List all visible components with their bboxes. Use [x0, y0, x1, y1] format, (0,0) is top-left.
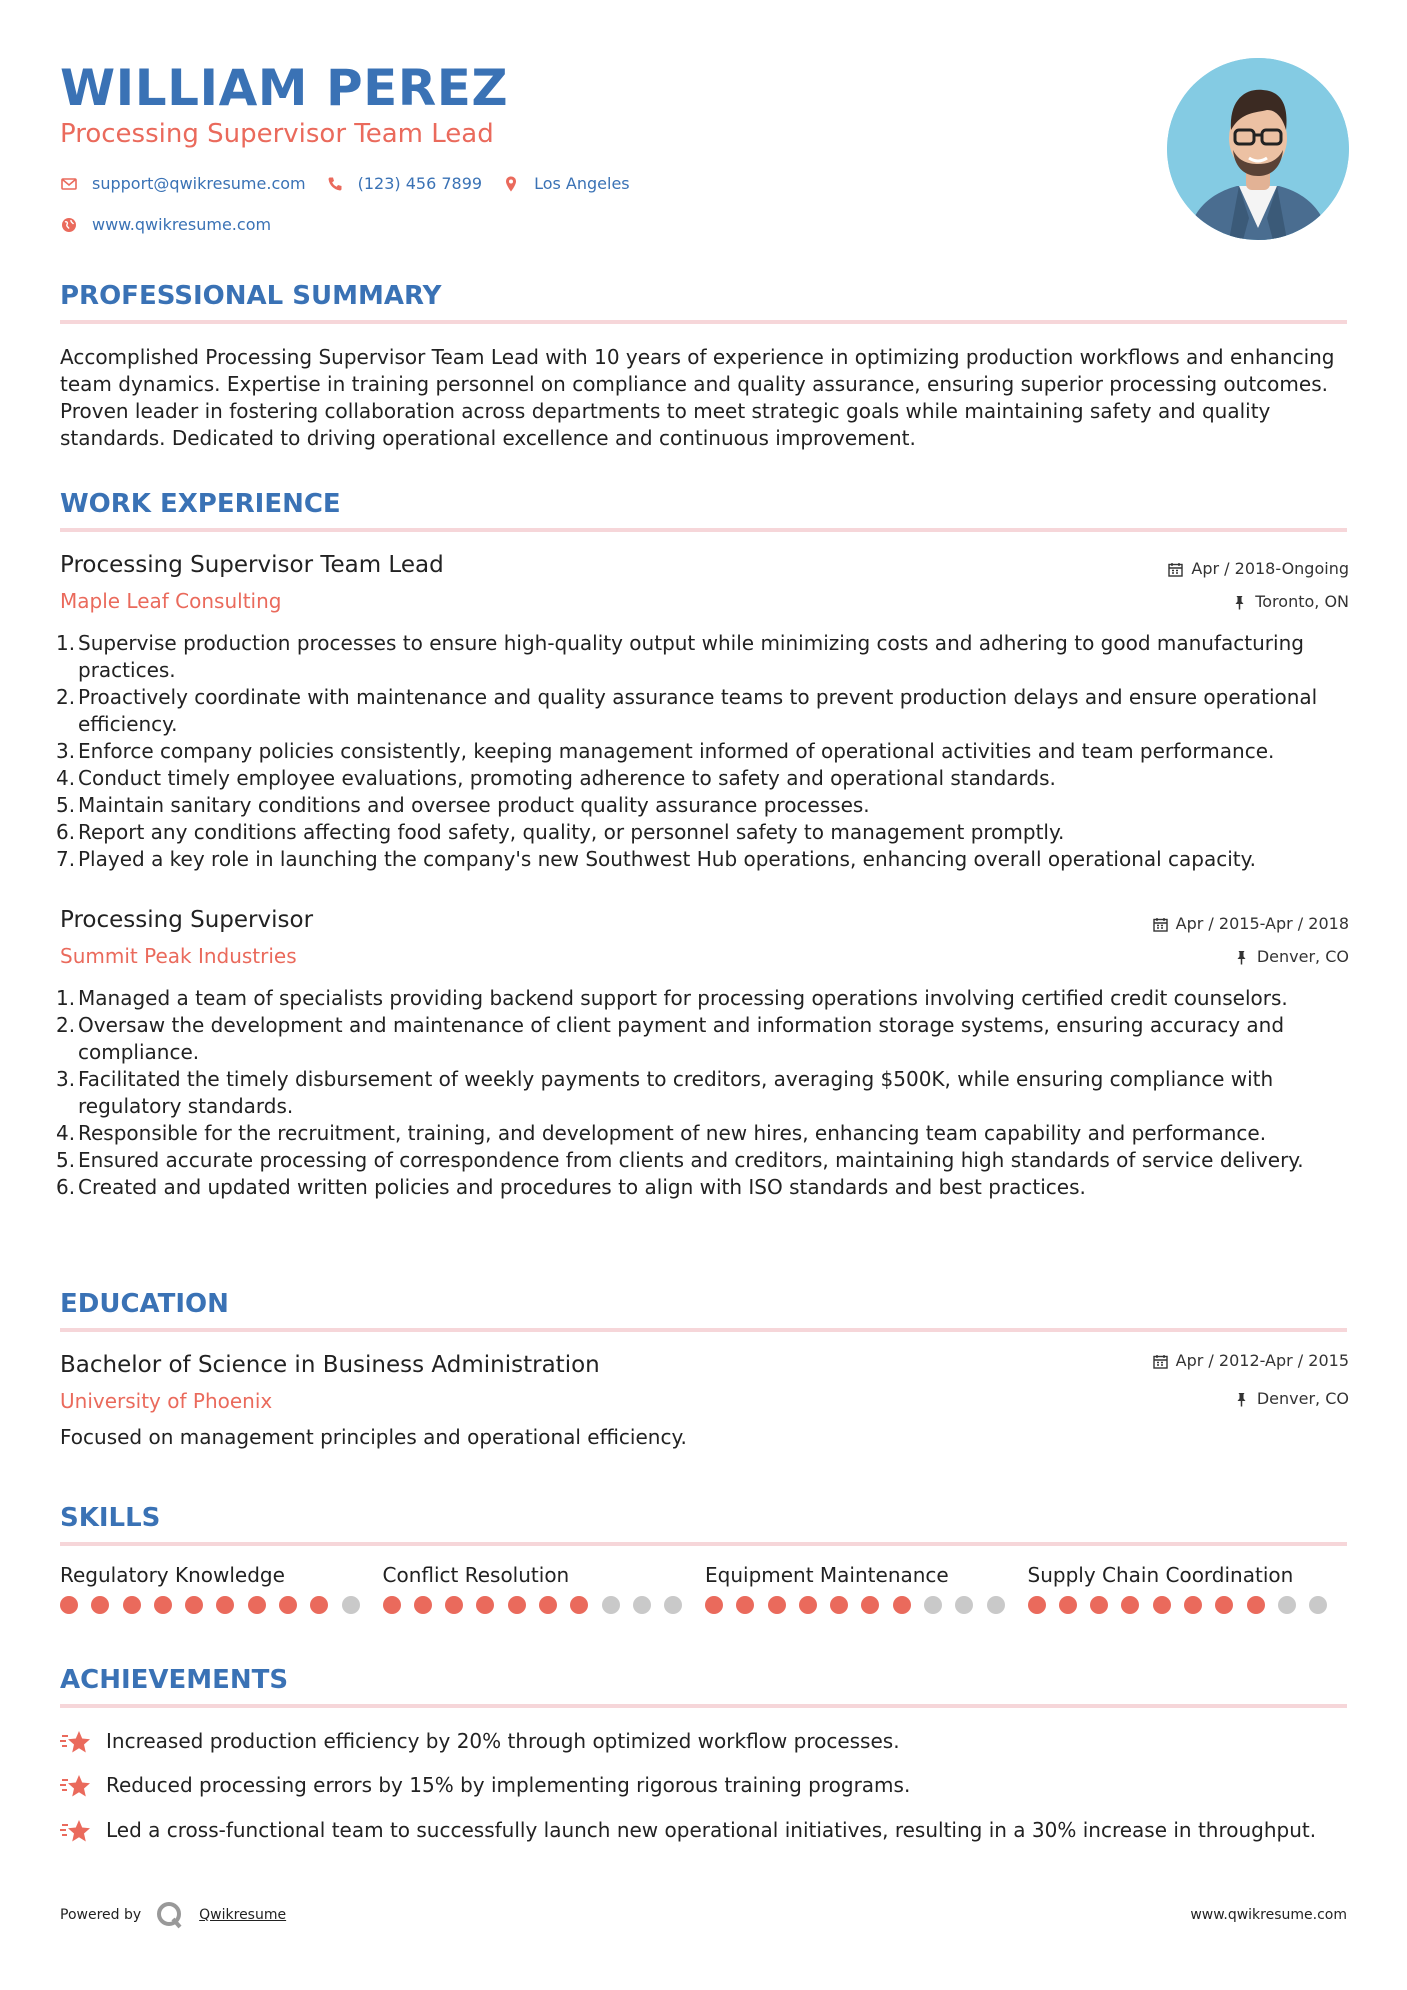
rating-dot-filled: [476, 1596, 494, 1614]
section-heading-achievements: ACHIEVEMENTS: [60, 1665, 289, 1695]
rating-dot-filled: [91, 1596, 109, 1614]
brand-link[interactable]: Qwikresume: [199, 1907, 287, 1923]
rating-dot-filled: [1153, 1596, 1171, 1614]
skill-rating: [60, 1596, 383, 1614]
contact-row-1: [60, 173, 650, 195]
job-date: [1168, 558, 1349, 580]
skill-name: Conflict Resolution: [382, 1563, 570, 1587]
rating-dot-filled: [445, 1596, 463, 1614]
rating-dot-filled: [248, 1596, 266, 1614]
phone-icon: [326, 175, 344, 193]
job-bullets: [60, 985, 1350, 1201]
list-item: Oversaw the development and maintenance of client payment and information storage systems, ensuring accuracy and compliance.: [78, 1013, 1285, 1064]
rating-dot-filled: [185, 1596, 203, 1614]
section-divider: [60, 1328, 1347, 1332]
email-text: support@qwikresume.com: [92, 174, 306, 193]
rating-dot-filled: [539, 1596, 557, 1614]
education-description: Focused on management principles and operational efficiency.: [60, 1425, 687, 1449]
star-award-icon: [60, 1772, 92, 1802]
rating-dot-filled: [893, 1596, 911, 1614]
globe-icon: [60, 216, 78, 234]
rating-dot-filled: [123, 1596, 141, 1614]
job-title: Processing Supervisor Team Lead: [60, 552, 444, 578]
rating-dot-filled: [736, 1596, 754, 1614]
rating-dot-filled: [1121, 1596, 1139, 1614]
avatar: [1167, 58, 1349, 240]
powered-by-label: Powered by: [60, 1907, 142, 1923]
job-date: [1153, 913, 1349, 935]
skills-list: [60, 1562, 1350, 1614]
calendar-icon: [1153, 1354, 1168, 1369]
school-name: University of Phoenix: [60, 1389, 273, 1413]
rating-dot-filled: [279, 1596, 297, 1614]
candidate-title: Processing Supervisor Team Lead: [60, 119, 494, 149]
education-date-text: Apr / 2012-Apr / 2015: [1175, 1351, 1349, 1370]
contact-location: [502, 173, 630, 195]
contact-row-2: [60, 214, 291, 236]
job-date-text: Apr / 2018-Ongoing: [1191, 559, 1349, 578]
location-text: Los Angeles: [534, 174, 630, 193]
website-text: www.qwikresume.com: [92, 215, 272, 234]
achievement-item: [60, 1772, 1350, 1802]
skill-item: [1028, 1562, 1351, 1614]
rating-dot-empty: [924, 1596, 942, 1614]
section-heading-education: EDUCATION: [60, 1289, 229, 1319]
section-heading-experience: WORK EXPERIENCE: [60, 489, 341, 519]
profile-photo: [1167, 58, 1349, 240]
list-item: Proactively coordinate with maintenance and quality assurance teams to prevent production delays and ensure operational efficiency.: [78, 685, 1318, 736]
list-item: Maintain sanitary conditions and oversee product quality assurance processes.: [78, 793, 870, 817]
company-name: Maple Leaf Consulting: [60, 589, 282, 613]
rating-dot-empty: [1278, 1596, 1296, 1614]
skill-rating: [383, 1596, 706, 1614]
pushpin-icon: [1234, 1392, 1249, 1407]
pushpin-icon: [1232, 595, 1247, 610]
section-divider: [60, 1542, 1347, 1546]
section-heading-skills: SKILLS: [60, 1503, 161, 1533]
rating-dot-filled: [310, 1596, 328, 1614]
calendar-icon: [1153, 917, 1168, 932]
qwikresume-logo-icon: [155, 1900, 185, 1930]
list-item: Played a key role in launching the company's new Southwest Hub operations, enhancing overall operational capacity.: [78, 847, 1256, 871]
rating-dot-empty: [987, 1596, 1005, 1614]
rating-dot-empty: [342, 1596, 360, 1614]
rating-dot-filled: [414, 1596, 432, 1614]
pushpin-icon: [1234, 950, 1249, 965]
job-bullets: [60, 630, 1350, 873]
achievement-text: Reduced processing errors by 15% by implementing rigorous training programs.: [106, 1773, 911, 1797]
rating-dot-filled: [768, 1596, 786, 1614]
rating-dot-filled: [60, 1596, 78, 1614]
contact-website[interactable]: [60, 214, 271, 236]
rating-dot-empty: [1309, 1596, 1327, 1614]
rating-dot-filled: [154, 1596, 172, 1614]
list-item: Created and updated written policies and procedures to align with ISO standards and best practices.: [78, 1175, 1086, 1199]
rating-dot-filled: [216, 1596, 234, 1614]
footer-website[interactable]: www.qwikresume.com: [1190, 1907, 1347, 1923]
rating-dot-filled: [1059, 1596, 1077, 1614]
envelope-icon: [60, 175, 78, 193]
list-item: Ensured accurate processing of correspondence from clients and creditors, maintaining high standards of service delivery.: [78, 1148, 1304, 1172]
calendar-icon: [1168, 562, 1183, 577]
rating-dot-filled: [830, 1596, 848, 1614]
map-pin-icon: [502, 175, 520, 193]
rating-dot-filled: [799, 1596, 817, 1614]
rating-dot-filled: [705, 1596, 723, 1614]
list-item: Enforce company policies consistently, keeping management informed of operational activities and team performance.: [78, 739, 1275, 763]
skill-name: Equipment Maintenance: [705, 1563, 949, 1587]
footer: [60, 1900, 1347, 1930]
skill-item: [383, 1562, 706, 1614]
skill-name: Regulatory Knowledge: [60, 1563, 285, 1587]
list-item: Report any conditions affecting food safety, quality, or personnel safety to management promptly.: [78, 820, 1065, 844]
section-divider: [60, 320, 1347, 324]
star-award-icon: [60, 1728, 92, 1758]
rating-dot-filled: [1184, 1596, 1202, 1614]
rating-dot-filled: [508, 1596, 526, 1614]
education-location: [1234, 1388, 1349, 1410]
job-location-text: Denver, CO: [1256, 947, 1349, 966]
skill-rating: [705, 1596, 1028, 1614]
powered-by: [60, 1900, 286, 1930]
star-award-icon: [60, 1817, 92, 1847]
rating-dot-empty: [602, 1596, 620, 1614]
contact-phone[interactable]: [326, 173, 482, 195]
skill-rating: [1028, 1596, 1351, 1614]
job-location-text: Toronto, ON: [1255, 592, 1349, 611]
rating-dot-filled: [570, 1596, 588, 1614]
rating-dot-filled: [1215, 1596, 1233, 1614]
list-item: Supervise production processes to ensure high-quality output while minimizing costs and adhering to good manufacturing practices.: [78, 631, 1304, 682]
rating-dot-filled: [1247, 1596, 1265, 1614]
rating-dot-filled: [861, 1596, 879, 1614]
skill-item: [705, 1562, 1028, 1614]
job-date-text: Apr / 2015-Apr / 2018: [1175, 914, 1349, 933]
company-name: Summit Peak Industries: [60, 944, 297, 968]
education-location-text: Denver, CO: [1256, 1389, 1349, 1408]
summary-text: Accomplished Processing Supervisor Team Lead with 10 years of experience in optimizing production workflows and enhancing team dynamics. Expertise in training personnel on compliance and quality assurance, ensuring superior processing outcomes. Proven leader in fostering collaboration across departments to meet strategic goals while maintaining safety and quality standards. Dedicated to driving operational excellence and continuous improvement.: [60, 345, 1335, 450]
contact-email[interactable]: [60, 173, 306, 195]
rating-dot-filled: [1028, 1596, 1046, 1614]
education-date: [1153, 1350, 1349, 1372]
rating-dot-filled: [383, 1596, 401, 1614]
rating-dot-empty: [633, 1596, 651, 1614]
rating-dot-empty: [955, 1596, 973, 1614]
section-divider: [60, 528, 1347, 532]
rating-dot-empty: [664, 1596, 682, 1614]
section-divider: [60, 1704, 1347, 1708]
list-item: Responsible for the recruitment, training, and development of new hires, enhancing team capability and performance.: [78, 1121, 1267, 1145]
degree-title: Bachelor of Science in Business Administration: [60, 1352, 600, 1378]
job-title: Processing Supervisor: [60, 907, 314, 933]
achievement-item: [60, 1817, 1350, 1847]
job-location: [1232, 591, 1349, 613]
achievement-item: [60, 1728, 1350, 1758]
skill-item: [60, 1562, 383, 1614]
job-location: [1234, 946, 1349, 968]
rating-dot-filled: [1090, 1596, 1108, 1614]
list-item: Facilitated the timely disbursement of weekly payments to creditors, averaging $500K, while ensuring compliance with regulatory standards.: [78, 1067, 1274, 1118]
achievement-text: Increased production efficiency by 20% through optimized workflow processes.: [106, 1729, 900, 1753]
candidate-name: WILLIAM PEREZ: [60, 59, 509, 117]
list-item: Conduct timely employee evaluations, promoting adherence to safety and operational standards.: [78, 766, 1056, 790]
section-heading-summary: PROFESSIONAL SUMMARY: [60, 281, 442, 311]
achievement-text: Led a cross-functional team to successfully launch new operational initiatives, resulting in a 30% increase in throughput.: [106, 1818, 1317, 1842]
skill-name: Supply Chain Coordination: [1027, 1563, 1294, 1587]
list-item: Managed a team of specialists providing backend support for processing operations involving certified credit counselors.: [78, 986, 1288, 1010]
phone-text: (123) 456 7899: [357, 174, 483, 193]
